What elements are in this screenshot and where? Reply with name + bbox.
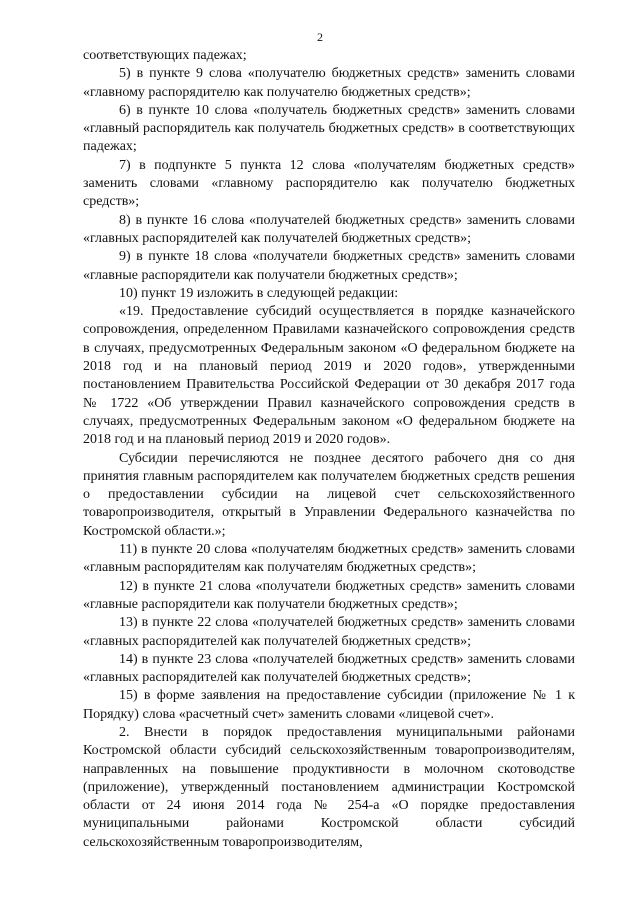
paragraph-item-10: 10) пункт 19 изложить в следующей редакции: <box>119 285 399 301</box>
paragraph-item-8: 8) в пункте 16 слова «получателей бюджетных средств» заменить словами «главных распорядителей как получателей бюджетных средств»; <box>83 212 575 246</box>
paragraph-item-13: 13) в пункте 22 слова «получателей бюджетных средств» заменить словами «главных распорядителей как получателей бюджетных средств»; <box>83 615 575 649</box>
paragraph-subsidies: Субсидии перечисляются не позднее десятого рабочего дня со дня принятия главным распорядителем как получателем бюджетных средств решения о предоставлении субсидии на лицевой счет сельскохозяйственного товаропроизводителя, открытый в Управлении Федерального казначейства по Костромской области.»; <box>83 450 575 539</box>
paragraph-quote-19: «19. Предоставление субсидий осуществляется в порядке казначейского сопровождения, определенном Правилами казначейского сопровождения средств в случаях, предусмотренных Федеральным законом «О федеральном бюджете на 2018 год и на плановый период 2019 и 2020 годов», утвержденными постановлением Правительства Российской Федерации от 30 декабря 2017 года № 1722 «Об утверждении Правил казначейского сопровождения средств в случаях, предусмотренных Федеральным законом «О федеральном бюджете на 2018 год и на плановый период 2019 и 2020 годов». <box>83 304 575 448</box>
paragraph-item-12: 12) в пункте 21 слова «получатели бюджетных средств» заменить словами «главные распорядители как получатели бюджетных средств»; <box>83 578 575 612</box>
paragraph-section-2: 2. Внести в порядок предоставления муниципальными районами Костромской области субсидий сельскохозяйственным товаропроизводителям, направленных на повышение продуктивности в молочном скотоводстве (приложение), утвержденный постановлением администрации Костромской области от 24 июня 2014 года № 254-а «О порядке предоставления муниципальными районами Костромской области субсидий сельскохозяйственным товаропроизводителям, <box>83 724 575 850</box>
paragraph-item-14: 14) в пункте 23 слова «получателей бюджетных средств» заменить словами «главных распорядителей как получателей бюджетных средств»; <box>83 651 575 686</box>
paragraph-item-11: 11) в пункте 20 слова «получателям бюджетных средств» заменить словами «главным распорядителям как получателям бюджетных средств»; <box>83 542 575 576</box>
document-body <box>83 47 575 852</box>
page-number: 2 <box>317 30 323 44</box>
paragraph-item-6: 6) в пункте 10 слова «получатель бюджетных средств» заменить словами «главный распорядитель как получатель бюджетных средств» в соответствующих падежах; <box>83 102 575 155</box>
paragraph-continuation: соответствующих падежах; <box>83 48 247 63</box>
paragraph-item-15: 15) в форме заявления на предоставление субсидии (приложение № 1 к Порядку) слова «расчетный счет» заменить словами «лицевой счет». <box>83 688 575 722</box>
paragraph-item-7: 7) в подпункте 5 пункта 12 слова «получателям бюджетных средств» заменить словами «главному распорядителю как получателю бюджетных средств»; <box>83 157 575 210</box>
paragraph-item-9: 9) в пункте 18 слова «получатели бюджетных средств» заменить словами «главные распорядители как получатели бюджетных средств»; <box>83 249 575 283</box>
paragraph-item-5: 5) в пункте 9 слова «получателю бюджетных средств» заменить словами «главному распорядителю как получателю бюджетных средств»; <box>83 66 575 100</box>
